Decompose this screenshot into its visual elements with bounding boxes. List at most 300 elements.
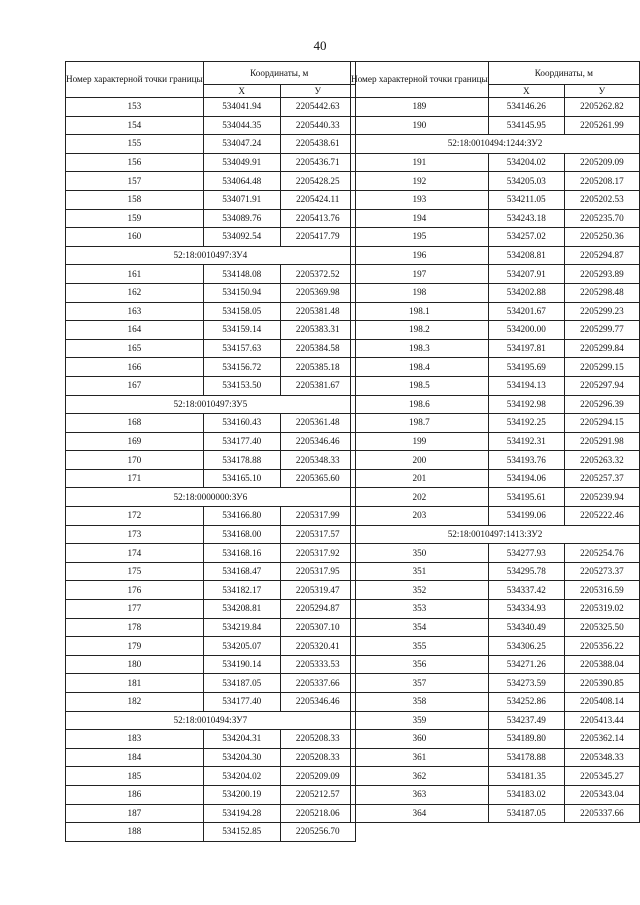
y-coordinate-cell: 2205294.15 <box>564 414 639 433</box>
table-row <box>66 507 356 526</box>
y-coordinate-cell: 2205356.22 <box>564 637 639 656</box>
x-coordinate-cell: 534197.81 <box>488 339 564 358</box>
x-coordinate-cell: 534208.81 <box>488 246 564 265</box>
y-coordinate-cell: 2205291.98 <box>564 432 639 451</box>
point-number-cell: 163 <box>66 302 204 321</box>
parcel-section-label: 52:18:0010497:ЗУ4 <box>66 246 356 265</box>
point-number-cell: 350 <box>351 544 489 563</box>
y-coordinate-cell: 2205256.70 <box>280 823 355 842</box>
point-number-cell: 198.3 <box>351 339 489 358</box>
x-coordinate-cell: 534195.61 <box>488 488 564 507</box>
x-coordinate-cell: 534092.54 <box>203 228 280 247</box>
y-coordinate-cell: 2205440.33 <box>280 116 355 135</box>
y-column-header: У <box>280 85 355 98</box>
point-number-cell: 198.7 <box>351 414 489 433</box>
table-row <box>66 655 356 674</box>
y-coordinate-cell: 2205383.31 <box>280 321 355 340</box>
x-coordinate-cell: 534153.50 <box>203 376 280 395</box>
table-row <box>66 748 356 767</box>
y-coordinate-cell: 2205209.09 <box>280 767 355 786</box>
point-number-cell: 198.4 <box>351 358 489 377</box>
section-row <box>66 395 356 414</box>
point-number-cell: 354 <box>351 618 489 637</box>
x-coordinate-cell: 534150.94 <box>203 283 280 302</box>
point-number-cell: 183 <box>66 730 204 749</box>
point-number-cell: 360 <box>351 730 489 749</box>
x-coordinate-cell: 534146.26 <box>488 98 564 117</box>
y-coordinate-cell: 2205299.23 <box>564 302 639 321</box>
x-coordinate-cell: 534158.05 <box>203 302 280 321</box>
point-number-cell: 195 <box>351 228 489 247</box>
point-number-cell: 194 <box>351 209 489 228</box>
y-coordinate-cell: 2205307.10 <box>280 618 355 637</box>
y-coordinate-cell: 2205442.63 <box>280 98 355 117</box>
y-coordinate-cell: 2205413.76 <box>280 209 355 228</box>
point-number-cell: 361 <box>351 748 489 767</box>
x-coordinate-cell: 534168.47 <box>203 562 280 581</box>
table-body-right <box>351 98 640 823</box>
table-row <box>66 525 356 544</box>
x-coordinate-cell: 534200.00 <box>488 321 564 340</box>
y-coordinate-cell: 2205317.57 <box>280 525 355 544</box>
table-body-left <box>66 98 356 842</box>
parcel-section-label: 52:18:0010494:ЗУ7 <box>66 711 356 730</box>
x-coordinate-cell: 534204.31 <box>203 730 280 749</box>
x-coordinate-cell: 534219.84 <box>203 618 280 637</box>
point-number-cell: 363 <box>351 785 489 804</box>
y-coordinate-cell: 2205297.94 <box>564 376 639 395</box>
y-coordinate-cell: 2205381.48 <box>280 302 355 321</box>
parcel-section-label: 52:18:0010497:ЗУ5 <box>66 395 356 414</box>
x-coordinate-cell: 534182.17 <box>203 581 280 600</box>
x-coordinate-cell: 534306.25 <box>488 637 564 656</box>
section-row <box>66 488 356 507</box>
y-coordinate-cell: 2205299.84 <box>564 339 639 358</box>
table-row <box>66 265 356 284</box>
x-coordinate-cell: 534192.98 <box>488 395 564 414</box>
point-number-header: Номер характерной точки границы <box>66 62 204 98</box>
point-number-cell: 168 <box>66 414 204 433</box>
table-row <box>351 451 640 470</box>
point-number-cell: 198.2 <box>351 321 489 340</box>
x-coordinate-cell: 534211.05 <box>488 190 564 209</box>
y-coordinate-cell: 2205333.53 <box>280 655 355 674</box>
table-row <box>351 544 640 563</box>
table-row <box>351 116 640 135</box>
x-coordinate-cell: 534207.91 <box>488 265 564 284</box>
x-coordinate-cell: 534156.72 <box>203 358 280 377</box>
point-number-cell: 159 <box>66 209 204 228</box>
table-row <box>351 246 640 265</box>
point-number-cell: 160 <box>66 228 204 247</box>
x-coordinate-cell: 534064.48 <box>203 172 280 191</box>
point-number-cell: 156 <box>66 153 204 172</box>
coordinates-table-left <box>65 61 356 842</box>
y-coordinate-cell: 2205222.46 <box>564 507 639 526</box>
x-coordinate-cell: 534148.08 <box>203 265 280 284</box>
point-number-cell: 359 <box>351 711 489 730</box>
y-coordinate-cell: 2205362.14 <box>564 730 639 749</box>
x-coordinate-cell: 534273.59 <box>488 674 564 693</box>
y-coordinate-cell: 2205202.53 <box>564 190 639 209</box>
table-row <box>66 785 356 804</box>
point-number-cell: 193 <box>351 190 489 209</box>
y-coordinate-cell: 2205299.15 <box>564 358 639 377</box>
table-row <box>351 209 640 228</box>
point-number-header: Номер характерной точки границы <box>351 62 489 98</box>
x-coordinate-cell: 534340.49 <box>488 618 564 637</box>
table-row <box>66 674 356 693</box>
table-row <box>66 283 356 302</box>
table-row <box>351 767 640 786</box>
x-coordinate-cell: 534165.10 <box>203 469 280 488</box>
table-row <box>351 785 640 804</box>
table-row <box>351 302 640 321</box>
table-row <box>66 153 356 172</box>
coordinates-header: Координаты, м <box>488 62 639 85</box>
table-row <box>351 562 640 581</box>
point-number-cell: 364 <box>351 804 489 823</box>
point-number-cell: 178 <box>66 618 204 637</box>
coordinates-header: Координаты, м <box>203 62 355 85</box>
y-column-header: У <box>564 85 639 98</box>
table-row <box>351 172 640 191</box>
x-coordinate-cell: 534201.67 <box>488 302 564 321</box>
x-coordinate-cell: 534200.19 <box>203 785 280 804</box>
table-row <box>351 283 640 302</box>
point-number-cell: 198.5 <box>351 376 489 395</box>
point-number-cell: 176 <box>66 581 204 600</box>
point-number-cell: 155 <box>66 135 204 154</box>
table-row <box>351 693 640 712</box>
x-coordinate-cell: 534192.25 <box>488 414 564 433</box>
x-coordinate-cell: 534178.88 <box>488 748 564 767</box>
table-row <box>351 228 640 247</box>
y-coordinate-cell: 2205208.17 <box>564 172 639 191</box>
table-row <box>351 469 640 488</box>
x-coordinate-cell: 534089.76 <box>203 209 280 228</box>
y-coordinate-cell: 2205319.02 <box>564 600 639 619</box>
point-number-cell: 157 <box>66 172 204 191</box>
y-coordinate-cell: 2205262.82 <box>564 98 639 117</box>
x-coordinate-cell: 534157.63 <box>203 339 280 358</box>
section-row <box>351 525 640 544</box>
x-coordinate-cell: 534189.80 <box>488 730 564 749</box>
x-coordinate-cell: 534195.69 <box>488 358 564 377</box>
y-coordinate-cell: 2205424.11 <box>280 190 355 209</box>
table-row <box>66 302 356 321</box>
table-row <box>66 376 356 395</box>
section-row <box>66 711 356 730</box>
y-coordinate-cell: 2205235.70 <box>564 209 639 228</box>
point-number-cell: 162 <box>66 283 204 302</box>
x-coordinate-cell: 534192.31 <box>488 432 564 451</box>
point-number-cell: 196 <box>351 246 489 265</box>
x-coordinate-cell: 534204.30 <box>203 748 280 767</box>
point-number-cell: 166 <box>66 358 204 377</box>
table-row <box>66 618 356 637</box>
table-row <box>66 172 356 191</box>
point-number-cell: 182 <box>66 693 204 712</box>
table-row <box>351 321 640 340</box>
point-number-cell: 358 <box>351 693 489 712</box>
y-coordinate-cell: 2205208.33 <box>280 748 355 767</box>
y-coordinate-cell: 2205417.79 <box>280 228 355 247</box>
y-coordinate-cell: 2205317.99 <box>280 507 355 526</box>
table-row <box>351 581 640 600</box>
point-number-cell: 192 <box>351 172 489 191</box>
table-row <box>351 265 640 284</box>
table-row <box>351 507 640 526</box>
y-coordinate-cell: 2205208.33 <box>280 730 355 749</box>
y-coordinate-cell: 2205436.71 <box>280 153 355 172</box>
y-coordinate-cell: 2205346.46 <box>280 432 355 451</box>
table-row <box>66 190 356 209</box>
y-coordinate-cell: 2205263.32 <box>564 451 639 470</box>
y-coordinate-cell: 2205273.37 <box>564 562 639 581</box>
parcel-section-label: 52:18:0010497:1413:ЗУ2 <box>351 525 640 544</box>
x-coordinate-cell: 534187.05 <box>488 804 564 823</box>
point-number-cell: 189 <box>351 98 489 117</box>
x-coordinate-cell: 534199.06 <box>488 507 564 526</box>
point-number-cell: 200 <box>351 451 489 470</box>
point-number-cell: 175 <box>66 562 204 581</box>
x-coordinate-cell: 534166.80 <box>203 507 280 526</box>
y-coordinate-cell: 2205293.89 <box>564 265 639 284</box>
point-number-cell: 188 <box>66 823 204 842</box>
x-coordinate-cell: 534145.95 <box>488 116 564 135</box>
x-coordinate-cell: 534257.02 <box>488 228 564 247</box>
y-coordinate-cell: 2205361.48 <box>280 414 355 433</box>
y-coordinate-cell: 2205296.39 <box>564 395 639 414</box>
table-row <box>66 135 356 154</box>
x-coordinate-cell: 534159.14 <box>203 321 280 340</box>
table-row <box>351 153 640 172</box>
y-coordinate-cell: 2205316.59 <box>564 581 639 600</box>
table-row <box>66 767 356 786</box>
table-row <box>66 116 356 135</box>
point-number-cell: 153 <box>66 98 204 117</box>
x-column-header: Х <box>203 85 280 98</box>
y-coordinate-cell: 2205298.48 <box>564 283 639 302</box>
table-row <box>351 339 640 358</box>
point-number-cell: 174 <box>66 544 204 563</box>
point-number-cell: 187 <box>66 804 204 823</box>
x-coordinate-cell: 534193.76 <box>488 451 564 470</box>
y-coordinate-cell: 2205345.27 <box>564 767 639 786</box>
point-number-cell: 352 <box>351 581 489 600</box>
point-number-cell: 198.1 <box>351 302 489 321</box>
table-row <box>351 395 640 414</box>
table-row <box>66 562 356 581</box>
parcel-section-label: 52:18:0000000:ЗУ6 <box>66 488 356 507</box>
y-coordinate-cell: 2205212.57 <box>280 785 355 804</box>
section-row <box>66 246 356 265</box>
table-row <box>351 618 640 637</box>
y-coordinate-cell: 2205209.09 <box>564 153 639 172</box>
point-number-cell: 362 <box>351 767 489 786</box>
point-number-cell: 198 <box>351 283 489 302</box>
x-coordinate-cell: 534237.49 <box>488 711 564 730</box>
x-coordinate-cell: 534183.02 <box>488 785 564 804</box>
point-number-cell: 172 <box>66 507 204 526</box>
x-coordinate-cell: 534168.00 <box>203 525 280 544</box>
y-coordinate-cell: 2205294.87 <box>564 246 639 265</box>
page-number: 40 <box>313 38 327 53</box>
x-coordinate-cell: 534243.18 <box>488 209 564 228</box>
y-coordinate-cell: 2205218.06 <box>280 804 355 823</box>
y-coordinate-cell: 2205325.50 <box>564 618 639 637</box>
table-row <box>351 600 640 619</box>
x-coordinate-cell: 534190.14 <box>203 655 280 674</box>
table-row <box>66 209 356 228</box>
x-coordinate-cell: 534252.86 <box>488 693 564 712</box>
y-coordinate-cell: 2205317.95 <box>280 562 355 581</box>
point-number-cell: 165 <box>66 339 204 358</box>
point-number-cell: 357 <box>351 674 489 693</box>
point-number-cell: 167 <box>66 376 204 395</box>
y-coordinate-cell: 2205343.04 <box>564 785 639 804</box>
y-coordinate-cell: 2205239.94 <box>564 488 639 507</box>
table-row <box>351 432 640 451</box>
y-coordinate-cell: 2205365.60 <box>280 469 355 488</box>
point-number-cell: 202 <box>351 488 489 507</box>
x-coordinate-cell: 534178.88 <box>203 451 280 470</box>
section-row <box>351 135 640 154</box>
x-coordinate-cell: 534177.40 <box>203 432 280 451</box>
y-coordinate-cell: 2205320.41 <box>280 637 355 656</box>
x-coordinate-cell: 534071.91 <box>203 190 280 209</box>
point-number-cell: 180 <box>66 655 204 674</box>
y-coordinate-cell: 2205317.92 <box>280 544 355 563</box>
table-row <box>351 674 640 693</box>
table-row <box>66 414 356 433</box>
table-row <box>66 693 356 712</box>
point-number-cell: 164 <box>66 321 204 340</box>
point-number-cell: 170 <box>66 451 204 470</box>
x-coordinate-cell: 534204.02 <box>488 153 564 172</box>
point-number-cell: 353 <box>351 600 489 619</box>
point-number-cell: 199 <box>351 432 489 451</box>
point-number-cell: 177 <box>66 600 204 619</box>
point-number-cell: 356 <box>351 655 489 674</box>
table-row <box>66 451 356 470</box>
table-row <box>351 711 640 730</box>
y-coordinate-cell: 2205257.37 <box>564 469 639 488</box>
y-coordinate-cell: 2205385.18 <box>280 358 355 377</box>
point-number-cell: 351 <box>351 562 489 581</box>
table-row <box>351 98 640 117</box>
table-row <box>66 804 356 823</box>
x-coordinate-cell: 534271.26 <box>488 655 564 674</box>
x-coordinate-cell: 534204.02 <box>203 767 280 786</box>
x-coordinate-cell: 534334.93 <box>488 600 564 619</box>
y-coordinate-cell: 2205254.76 <box>564 544 639 563</box>
table-row <box>351 376 640 395</box>
x-coordinate-cell: 534047.24 <box>203 135 280 154</box>
table-row <box>351 637 640 656</box>
point-number-cell: 181 <box>66 674 204 693</box>
y-coordinate-cell: 2205381.67 <box>280 376 355 395</box>
table-row <box>351 358 640 377</box>
table-row <box>351 804 640 823</box>
y-coordinate-cell: 2205337.66 <box>280 674 355 693</box>
y-coordinate-cell: 2205348.33 <box>280 451 355 470</box>
table-row <box>66 637 356 656</box>
point-number-cell: 184 <box>66 748 204 767</box>
y-coordinate-cell: 2205250.36 <box>564 228 639 247</box>
y-coordinate-cell: 2205390.85 <box>564 674 639 693</box>
point-number-cell: 197 <box>351 265 489 284</box>
table-row <box>66 228 356 247</box>
point-number-cell: 154 <box>66 116 204 135</box>
x-coordinate-cell: 534187.05 <box>203 674 280 693</box>
x-coordinate-cell: 534049.91 <box>203 153 280 172</box>
table-row <box>66 823 356 842</box>
y-coordinate-cell: 2205428.25 <box>280 172 355 191</box>
x-coordinate-cell: 534194.13 <box>488 376 564 395</box>
point-number-cell: 158 <box>66 190 204 209</box>
table-row <box>66 358 356 377</box>
y-coordinate-cell: 2205319.47 <box>280 581 355 600</box>
table-row <box>351 655 640 674</box>
table-row <box>66 544 356 563</box>
y-coordinate-cell: 2205294.87 <box>280 600 355 619</box>
point-number-cell: 161 <box>66 265 204 284</box>
y-coordinate-cell: 2205413.44 <box>564 711 639 730</box>
table-row <box>66 432 356 451</box>
point-number-cell: 190 <box>351 116 489 135</box>
coordinates-table-right <box>350 61 640 823</box>
table-row <box>66 321 356 340</box>
y-coordinate-cell: 2205438.61 <box>280 135 355 154</box>
table-row <box>66 730 356 749</box>
parcel-section-label: 52:18:0010494:1244:ЗУ2 <box>351 135 640 154</box>
point-number-cell: 191 <box>351 153 489 172</box>
table-row <box>351 190 640 209</box>
table-row <box>351 414 640 433</box>
x-column-header: Х <box>488 85 564 98</box>
point-number-cell: 171 <box>66 469 204 488</box>
table-row <box>351 748 640 767</box>
x-coordinate-cell: 534194.06 <box>488 469 564 488</box>
x-coordinate-cell: 534152.85 <box>203 823 280 842</box>
table-row <box>351 488 640 507</box>
x-coordinate-cell: 534044.35 <box>203 116 280 135</box>
point-number-cell: 201 <box>351 469 489 488</box>
table-row <box>66 600 356 619</box>
x-coordinate-cell: 534202.88 <box>488 283 564 302</box>
table-row <box>351 730 640 749</box>
x-coordinate-cell: 534295.78 <box>488 562 564 581</box>
x-coordinate-cell: 534177.40 <box>203 693 280 712</box>
point-number-cell: 203 <box>351 507 489 526</box>
table-row <box>66 339 356 358</box>
x-coordinate-cell: 534168.16 <box>203 544 280 563</box>
point-number-cell: 186 <box>66 785 204 804</box>
point-number-cell: 173 <box>66 525 204 544</box>
y-coordinate-cell: 2205369.98 <box>280 283 355 302</box>
y-coordinate-cell: 2205408.14 <box>564 693 639 712</box>
point-number-cell: 185 <box>66 767 204 786</box>
table-row <box>66 581 356 600</box>
point-number-cell: 355 <box>351 637 489 656</box>
x-coordinate-cell: 534205.07 <box>203 637 280 656</box>
table-row <box>66 98 356 117</box>
point-number-cell: 169 <box>66 432 204 451</box>
table-row <box>66 469 356 488</box>
x-coordinate-cell: 534208.81 <box>203 600 280 619</box>
